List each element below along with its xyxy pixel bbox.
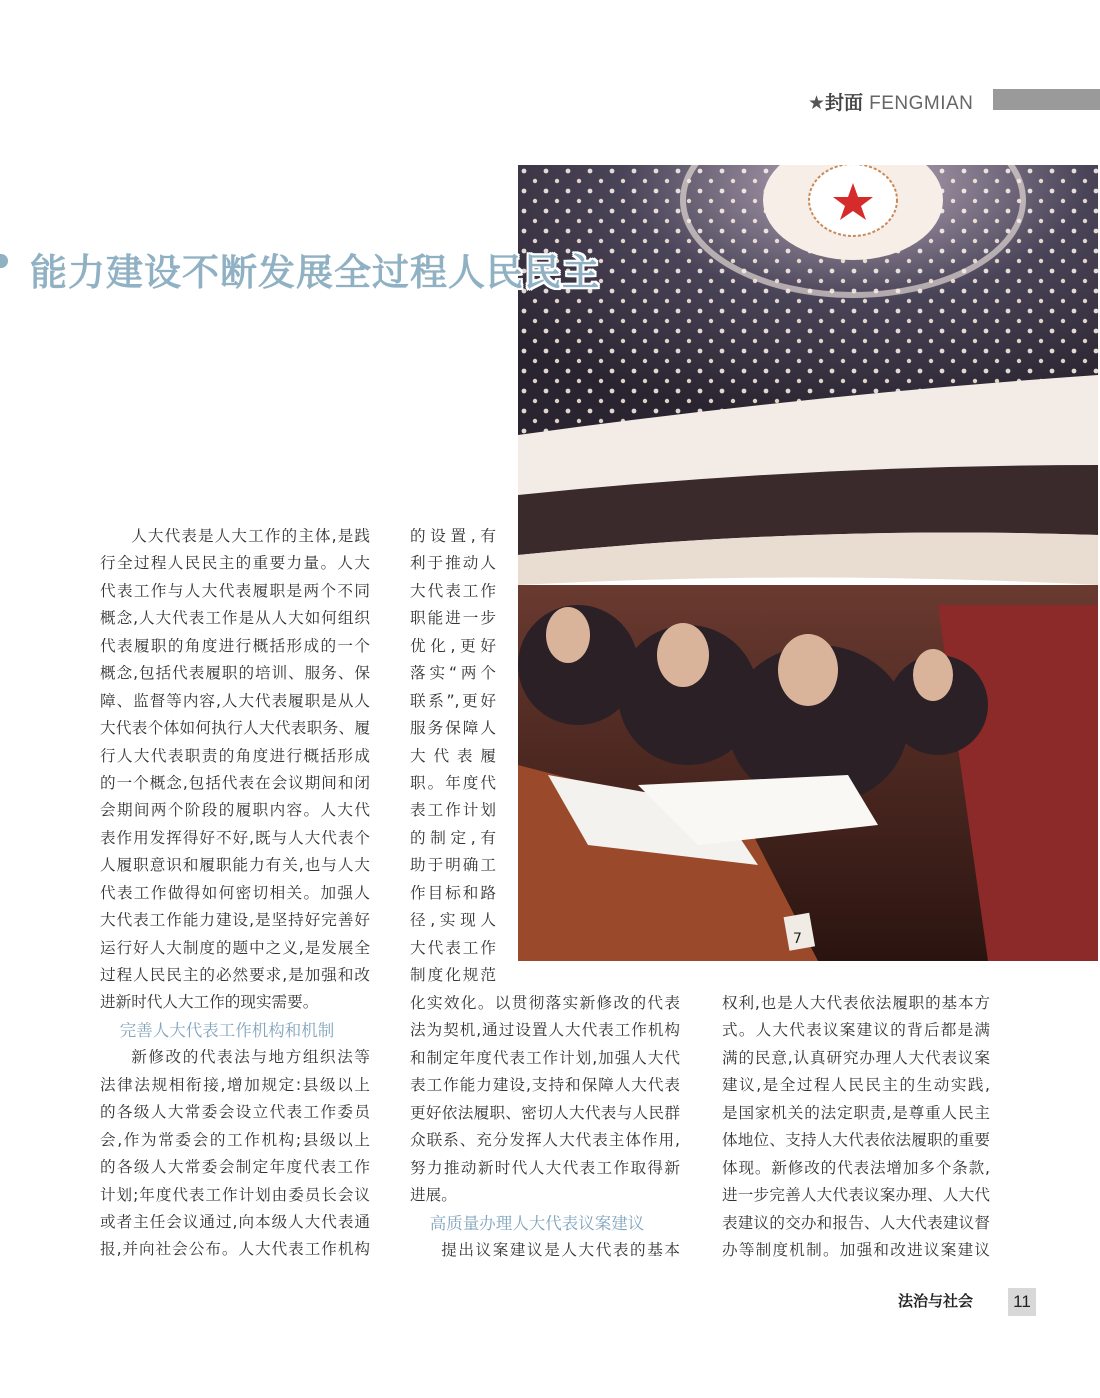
text-line: 代表工作与人大代表履职是两个不同 [100,581,370,600]
text-column-3 [722,990,990,1264]
text-line: 服务保障人 [410,719,496,738]
text-column-1 [100,523,370,1264]
text-line: 报,并向社会公布。人大代表工作机构 [100,1240,370,1259]
star-icon: ★ [808,92,826,114]
text-line: 会,作为常委会的工作机构;县级以上 [100,1130,370,1149]
magazine-name: 法治与社会 [898,1292,974,1310]
text-line: 权利,也是人大代表依法履职的基本方 [722,994,990,1012]
text-line: 表工作计划 [410,801,496,820]
text-line: 大代表工作能力建设,是坚持好完善好 [100,911,370,930]
text-line: 办等制度机制。加强和改进议案建议 [722,1240,990,1259]
title-marker [0,254,8,268]
text-line: 障、监督等内容,人大代表履职是从人 [100,691,370,710]
text-line: 运行好人大制度的题中之义,是发展全 [100,938,370,957]
text-line: 助于明确工 [410,856,496,875]
text-line: 过程人民民主的必然要求,是加强和改 [100,966,370,984]
text-line: 行人大代表职责的角度进行概括形成 [100,746,370,765]
great-hall-photo [518,165,1098,961]
great-hall-photo-image [518,165,1098,961]
text-line: 计划;年度代表工作计划由委员长会议 [100,1185,370,1204]
text-line: 落实“两个 [410,664,496,683]
text-line: 表工作能力建设,支持和保障人大代表 [410,1076,680,1095]
section-tag [808,88,973,115]
text-line: 表建议的交办和报告、人大代表建议督 [722,1213,990,1232]
text-line: 的各级人大常委会设立代表工作委员 [100,1103,370,1122]
text-line: 行全过程人民民主的重要力量。人大 [100,554,370,573]
text-line: 建议,是全过程人民民主的生动实践, [722,1076,990,1095]
text-line: 利于推动人 [410,554,496,573]
text-line: 更好依法履职、密切人大代表与人民群 [410,1103,680,1122]
text-line: 新修改的代表法与地方组织法等 [131,1048,370,1067]
text-line: 联系”,更好 [410,691,496,710]
text-line: 大代表个体如何执行人大代表职务、履 [100,719,370,738]
text-line: 式。人大代表议案建议的背后都是满 [722,1021,990,1040]
text-line: 法为契机,通过设置人大代表工作机构 [410,1021,680,1040]
text-line: 大代表履 [410,746,496,765]
text-column-2-narrow [410,523,496,989]
text-line: 体地位、支持人大代表依法履职的重要 [722,1131,990,1150]
text-line: 的设置,有 [410,527,496,545]
text-line: 代表履职的角度进行概括形成的一个 [100,636,370,655]
text-line: 体现。新修改的代表法增加多个条款, [722,1158,990,1177]
text-line: 满的民意,认真研究办理人大代表议案 [722,1048,990,1067]
text-line: 进一步完善人大代表议案办理、人大代 [722,1186,990,1205]
text-line: 概念,包括代表履职的培训、服务、保 [100,664,370,683]
article-title: 能力建设不断发展全过程人民民主 [30,251,600,294]
text-line: 表作用发挥得好不好,既与人大代表个 [100,828,370,847]
text-line: 作目标和路 [410,883,496,902]
text-line: 的制定,有 [410,828,496,847]
section-heading: 完善人大代表工作机构和机制 [119,1020,335,1040]
text-line: 化实效化。以贯彻落实新修改的代表 [410,994,680,1012]
text-line: 人大代表是人大工作的主体,是践 [131,527,370,545]
section-heading: 高质量办理人大代表议案建议 [429,1213,645,1233]
text-line: 径,实现人 [410,911,496,930]
text-line: 提出议案建议是人大代表的基本 [441,1240,680,1259]
text-line: 和制定年度代表工作计划,加强人大代 [410,1048,680,1067]
text-line: 职。年度代 [410,773,496,792]
text-line: 制度化规范 [410,966,496,984]
text-line: 代表工作做得如何密切相关。加强人 [100,883,370,902]
text-line: 的各级人大常委会制定年度代表工作 [100,1158,370,1177]
text-line: 会期间两个阶段的履职内容。人大代 [100,801,370,820]
text-column-2 [410,990,680,1264]
text-line: 概念,人大代表工作是从人大如何组织 [100,609,370,628]
text-line: 大代表工作 [410,938,496,957]
text-line: 人履职意识和履职能力有关,也与人大 [100,856,370,875]
text-line: 进展。 [410,1186,457,1205]
text-line: 法律法规相衔接,增加规定:县级以上 [100,1075,370,1094]
text-line: 众联系、充分发挥人大代表主体作用, [410,1131,680,1150]
text-line: 进新时代人大工作的现实需要。 [100,993,319,1012]
text-line: 优化,更好 [410,636,496,655]
text-line: 是国家机关的法定职责,是尊重人民主 [722,1103,990,1122]
page-number: 11 [1008,1288,1036,1316]
text-line: 职能进一步 [410,609,496,628]
text-line: 的一个概念,包括代表在会议期间和闭 [100,773,370,792]
section-name-en: FENGMIAN [869,93,974,114]
seat-number: 7 [793,931,802,947]
text-line: 大代表工作 [410,581,496,600]
section-bar [993,89,1100,110]
section-name: 封面 [825,92,864,114]
text-line: 努力推动新时代人大代表工作取得新 [410,1158,680,1177]
text-line: 或者主任会议通过,向本级人大代表通 [100,1212,370,1231]
